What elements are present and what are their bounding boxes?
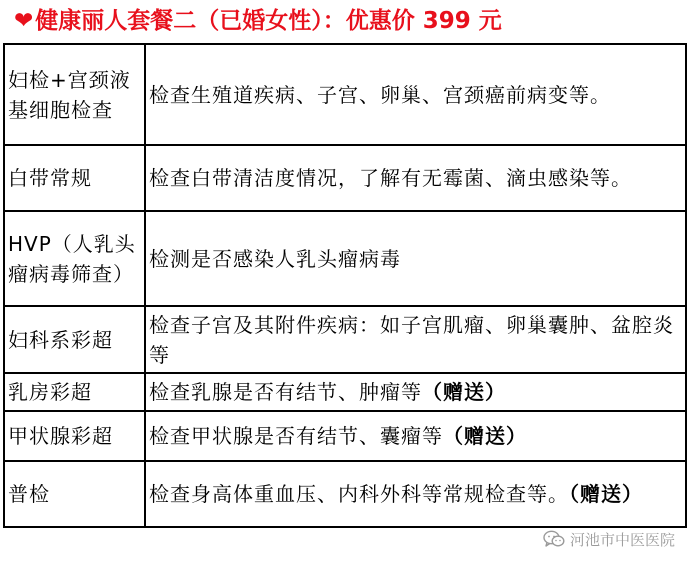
item-name: 普检 <box>4 461 145 527</box>
wechat-icon <box>543 530 565 548</box>
package-table <box>3 43 687 528</box>
item-name: 乳房彩超 <box>4 373 145 411</box>
item-desc <box>145 306 686 373</box>
item-desc-text: 检查子宫及其附件疾病：如子宫肌瘤、卵巢囊肿、盆腔炎等 <box>149 312 674 367</box>
item-note: （赠送） <box>422 380 506 404</box>
package-title <box>14 4 502 38</box>
item-desc <box>145 44 686 145</box>
item-desc <box>145 145 686 211</box>
table-row <box>4 44 686 145</box>
heart-icon: ❤ <box>14 8 34 34</box>
item-name: HVP（人乳头瘤病毒筛查） <box>4 211 145 306</box>
item-desc-text: 检查生殖道疾病、子宫、卵巢、宫颈癌前病变等。 <box>149 82 611 107</box>
table-row <box>4 461 686 527</box>
item-desc-text: 检测是否感染人乳头瘤病毒 <box>149 246 401 271</box>
watermark <box>543 527 675 551</box>
item-note: （赠送） <box>569 482 643 506</box>
item-desc <box>145 373 686 411</box>
table-row <box>4 211 686 306</box>
watermark-text: 河池市中医医院 <box>569 530 675 549</box>
item-desc <box>145 461 686 527</box>
item-name: 甲状腺彩超 <box>4 411 145 461</box>
item-name: 白带常规 <box>4 145 145 211</box>
item-desc <box>145 211 686 306</box>
item-note: （赠送） <box>443 424 527 448</box>
item-desc-text: 检查身高体重血压、内科外科等常规检查等。 <box>149 482 569 506</box>
table-row <box>4 145 686 211</box>
item-name: 妇检+宫颈液基细胞检查 <box>4 44 145 145</box>
item-name: 妇科系彩超 <box>4 306 145 373</box>
package-title-text: 健康丽人套餐二（已婚女性）：优惠价 399 元 <box>35 8 502 34</box>
table-row <box>4 373 686 411</box>
item-desc <box>145 411 686 461</box>
table-row <box>4 411 686 461</box>
table-row <box>4 306 686 373</box>
item-desc-text: 检查甲状腺是否有结节、囊瘤等 <box>149 424 443 448</box>
item-desc-text: 检查白带清洁度情况，了解有无霉菌、滴虫感染等。 <box>149 166 632 190</box>
item-desc-text: 检查乳腺是否有结节、肿瘤等 <box>149 380 422 404</box>
